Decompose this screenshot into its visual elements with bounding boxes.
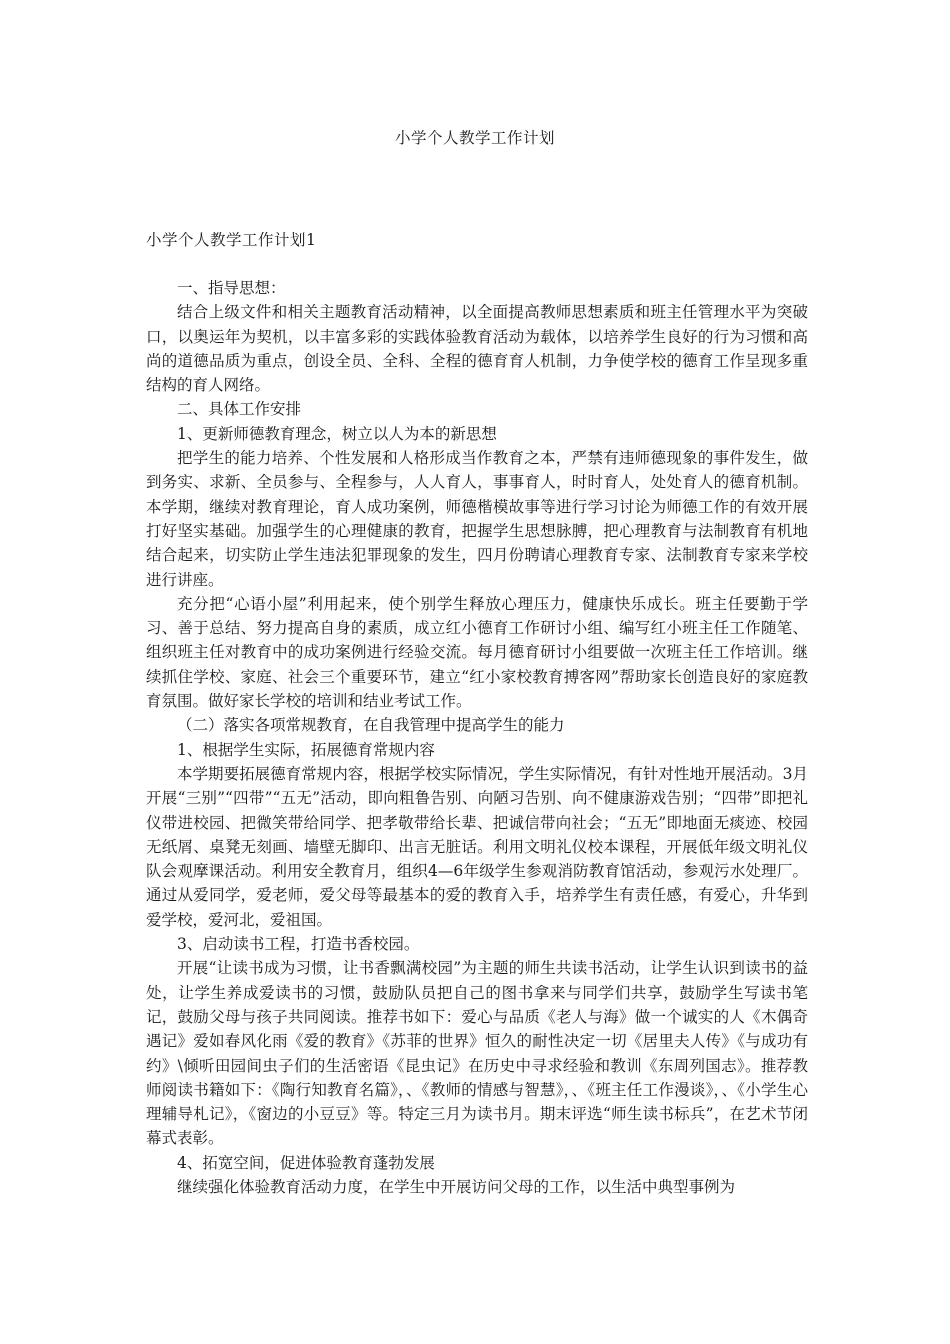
document-body bbox=[146, 276, 808, 1199]
subheading: 1、根据学生实际，拓展德育常规内容 bbox=[177, 740, 435, 759]
paragraph: 充分把“心语小屋”利用起来，使个别学生释放心理压力，健康快乐成长。班主任要勤于学习、善于总结、努力提高自身的素质，成立红小德育工作研讨小组、编写红小班主任工作随笔、组织班主任对教育中的成功案例进行经验交流。每月德育研讨小组要做一次班主任工作培训。继续抓住学校、家庭、社会三个重要环节，建立“红小家校教育搏客网”帮助家长创造良好的家庭教育氛围。做好家长学校的培训和结业考试工作。 bbox=[146, 594, 808, 711]
subheading: 3、启动读书工程，打造书香校园。 bbox=[177, 935, 420, 954]
section-title: 小学个人教学工作计划1 bbox=[146, 231, 317, 249]
paragraph: 结合上级文件和相关主题教育活动精神，以全面提高教师思想素质和班主任管理水平为突破口，以奥运年为契机，以丰富多彩的实践体验教育活动为载体，以培养学生良好的行为习惯和高尚的道德品质为重点，创设全员、全科、全程的德育育人机制，力争使学校的德育工作呈现多重结构的育人网络。 bbox=[146, 303, 808, 395]
subheading: 4、拓宽空间，促进体验教育蓬勃发展 bbox=[177, 1153, 435, 1172]
paragraph: 开展“让读书成为习惯，让书香飘满校园”为主题的师生共读书活动，让学生认识到读书的益处，让学生养成爱读书的习惯，鼓励队员把自己的图书拿来与同学们共享，鼓励学生写读书笔记，鼓励父母与孩子共同阅读。推荐书如下：爱心与品质《老人与海》做一个诚实的人《木偶奇遇记》爱如春风化雨《爱的教育》《苏菲的世界》恒久的耐性决定一切《居里夫人传》《与成功有约》\倾听田园间虫子们的生活密语《昆虫记》在历史中寻求经验和教训《东周列国志》。推荐教师阅读书籍如下：《陶行知教育名篇》，、《教师的情感与智慧》，、《班主任工作漫谈》，、《小学生心理辅导札记》，《窗边的小豆豆》等。特定三月为读书月。期末评选“师生读书标兵”，在艺术节闭幕式表彰。 bbox=[146, 959, 808, 1148]
document-title: 小学个人教学工作计划 bbox=[394, 129, 555, 147]
paragraph: 把学生的能力培养、个性发展和人格形成当作教育之本，严禁有违师德现象的事件发生，做到务实、求新、全员参与、全程参与，人人育人，事事育人，时时育人，处处育人的德育机制。本学期，继续对教育理论，育人成功案例，师德楷模故事等进行学习讨论为师德工作的有效开展打好坚实基础。加强学生的心理健康的教育，把握学生思想脉膊，把心理教育与法制教育有机地结合起来，切实防止学生违法犯罪现象的发生，四月份聘请心理教育专家、法制教育专家来学校进行讲座。 bbox=[146, 449, 808, 589]
heading-guiding-ideology: 一、指导思想： bbox=[177, 279, 286, 297]
heading-work-arrangement: 二、具体工作安排 bbox=[177, 400, 302, 419]
paragraph: 继续强化体验教育活动力度，在学生中开展访问父母的工作，以生活中典型事例为 bbox=[177, 1177, 736, 1196]
subheading: 1、更新师德教育理念，树立以人为本的新思想 bbox=[177, 424, 497, 443]
paragraph: 本学期要拓展德育常规内容，根据学校实际情况，学生实际情况，有针对性地开展活动。3月开展“三别”“四带”“五无”活动，即向粗鲁告别、向陋习告别、向不健康游戏告别；“四带”即把礼仪带进校园、把微笑带给同学、把孝敬带给长辈、把诚信带向社会；“五无”即地面无痰迹、校园无纸屑、桌凳无刻画、墙壁无脚印、出言无脏话。利用文明礼仪校本课程，开展低年级文明礼仪队会观摩课活动。利用安全教育月，组织4—6年级学生参观消防教育馆活动，参观污水处理厂。通过从爱同学，爱老师，爱父母等最基本的爱的教育入手，培养学生有责任感，有爱心，升华到爱学校，爱河北，爱祖国。 bbox=[146, 764, 808, 929]
subheading: （二）落实各项常规教育，在自我管理中提高学生的能力 bbox=[177, 716, 565, 735]
